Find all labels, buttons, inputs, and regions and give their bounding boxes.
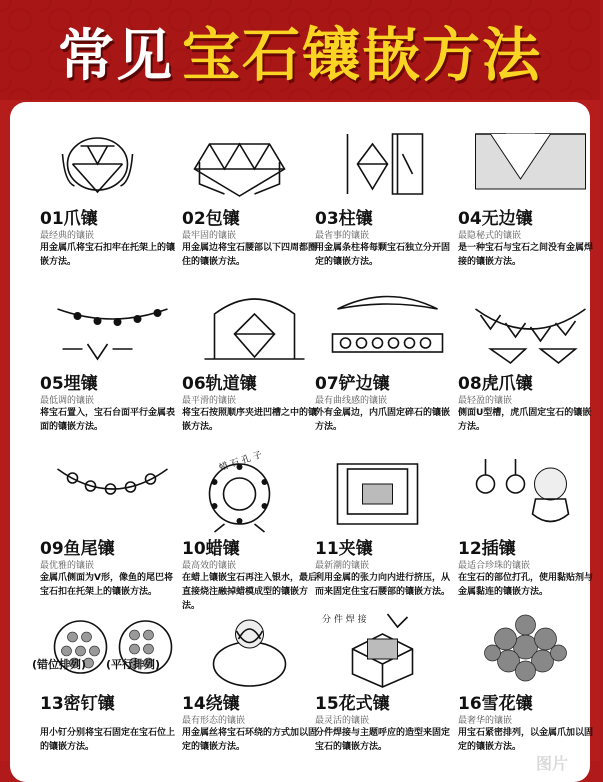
setting-subtitle: 最低调的镶嵌	[40, 396, 95, 406]
floral-handwritten-note: 分 件 焊 接	[322, 615, 367, 625]
wire-wrap-setting-icon	[182, 609, 327, 687]
setting-subtitle: 最牢固的镶嵌	[182, 231, 237, 241]
setting-name: 10蜡镶	[182, 539, 240, 559]
setting-description: 金属爪侧面为V形，像鱼的尾巴将宝石扣在托架上的镶嵌方法。	[40, 573, 173, 597]
caption-staggered: (错位排列)	[32, 658, 87, 671]
invisible-setting-icon	[458, 124, 603, 202]
tension-setting-icon	[315, 454, 460, 532]
setting-subtitle: 最平滑的镶嵌	[182, 396, 237, 406]
setting-subtitle: 最隐秘式的镶嵌	[458, 231, 522, 241]
setting-description: 利用金属的张力向内进行挤压，从而来固定住宝石腰部的镶嵌方法。	[315, 573, 451, 597]
tiger-claw-setting-icon	[458, 289, 603, 367]
setting-name: 12插镶	[458, 539, 516, 559]
setting-name: 13密钉镶	[40, 694, 115, 714]
setting-name: 05埋镶	[40, 374, 98, 394]
pave-setting-icon	[40, 609, 185, 687]
setting-description: 用金属条柱将每颗宝石独立分开固定的镶嵌方法。	[315, 243, 451, 267]
bezel-setting-icon	[182, 124, 327, 202]
setting-name: 07铲边镶	[315, 374, 390, 394]
flush-setting-icon	[40, 289, 185, 367]
setting-subtitle: 最适合珍珠的镶嵌	[458, 561, 531, 571]
caption-parallel: (平行排列)	[106, 658, 161, 671]
setting-subtitle: 最经典的镶嵌	[40, 231, 95, 241]
setting-subtitle: 最优雅的镶嵌	[40, 561, 95, 571]
setting-subtitle: 最有形态的镶嵌	[182, 716, 246, 726]
setting-description: 侧面U型槽，虎爪固定宝石的镶嵌方法。	[458, 408, 592, 432]
setting-description: 用金属爪将宝石扣牢在托架上的镶嵌方法。	[40, 243, 176, 267]
setting-name: 08虎爪镶	[458, 374, 533, 394]
setting-name: 11夹镶	[315, 539, 373, 559]
setting-description: 将宝石按照顺序夹进凹槽之中的镶嵌方法。	[182, 408, 318, 432]
setting-description: 在宝石的部位打孔，使用黏贴剂与金属黏连的镶嵌方法。	[458, 573, 594, 597]
setting-subtitle: 最有曲线感的镶嵌	[315, 396, 388, 406]
setting-name: 09鱼尾镶	[40, 539, 115, 559]
bar-setting-icon	[315, 124, 460, 202]
setting-subtitle: 最灵活的镶嵌	[315, 716, 370, 726]
setting-name: 14绕镶	[182, 694, 240, 714]
title-white-part: 常见	[57, 23, 174, 89]
setting-description: 在蜡上镶嵌宝石再注入银水，最后直接烧注融掉蜡模成型的镶嵌方法。	[182, 573, 318, 611]
fishtail-setting-icon	[40, 454, 185, 532]
wax-handwritten-note: 蜡 石 孔 子	[218, 450, 264, 474]
setting-subtitle: 最轻盈的镶嵌	[458, 396, 513, 406]
setting-description: 用金属丝将宝石环绕的方式加以固定的镶嵌方法。	[182, 728, 318, 752]
prong-setting-icon	[40, 124, 185, 202]
content-panel	[10, 102, 594, 782]
setting-description: 用宝石紧密排列，以金属爪加以固定的镶嵌方法。	[458, 728, 594, 752]
setting-description: 用金属边将宝石腰部以下四周都圈住的镶嵌方法。	[182, 243, 318, 267]
setting-name: 03柱镶	[315, 209, 373, 229]
watermark: 图片	[535, 754, 568, 773]
shovel-edge-setting-icon	[315, 289, 460, 367]
setting-name: 15花式镶	[315, 694, 390, 714]
snowflake-setting-icon	[458, 609, 603, 687]
setting-subtitle: 最省事的镶嵌	[315, 231, 370, 241]
setting-description: 分件焊接与主题呼应的造型来固定宝石的镶嵌方法。	[315, 728, 451, 752]
setting-name: 02包镶	[182, 209, 240, 229]
page-title	[0, 8, 600, 92]
setting-subtitle: 最奢华的镶嵌	[458, 716, 513, 726]
wax-setting-icon	[182, 454, 327, 532]
setting-description: 将宝石置入，宝石台面平行金属表面的镶嵌方法。	[40, 408, 176, 432]
setting-subtitle: 最高效的镶嵌	[182, 561, 237, 571]
setting-name: 04无边镶	[458, 209, 533, 229]
title-yellow-part: 宝石镶嵌方法	[181, 21, 542, 89]
setting-subtitle: 最新潮的镶嵌	[315, 561, 370, 571]
setting-description: 是一种宝石与宝石之间没有金属焊接的镶嵌方法。	[458, 243, 594, 267]
setting-name: 01爪镶	[40, 209, 98, 229]
setting-description: 外有金属边，内爪固定碎石的镶嵌方法。	[315, 408, 451, 432]
header-banner	[0, 0, 600, 100]
setting-name: 06轨道镶	[182, 374, 257, 394]
setting-name: 16雪花镶	[458, 694, 533, 714]
setting-description: 用小钉分别将宝石固定在宝石位上的镶嵌方法。	[40, 728, 176, 752]
peg-setting-icon	[458, 454, 603, 532]
channel-setting-icon	[182, 289, 327, 367]
